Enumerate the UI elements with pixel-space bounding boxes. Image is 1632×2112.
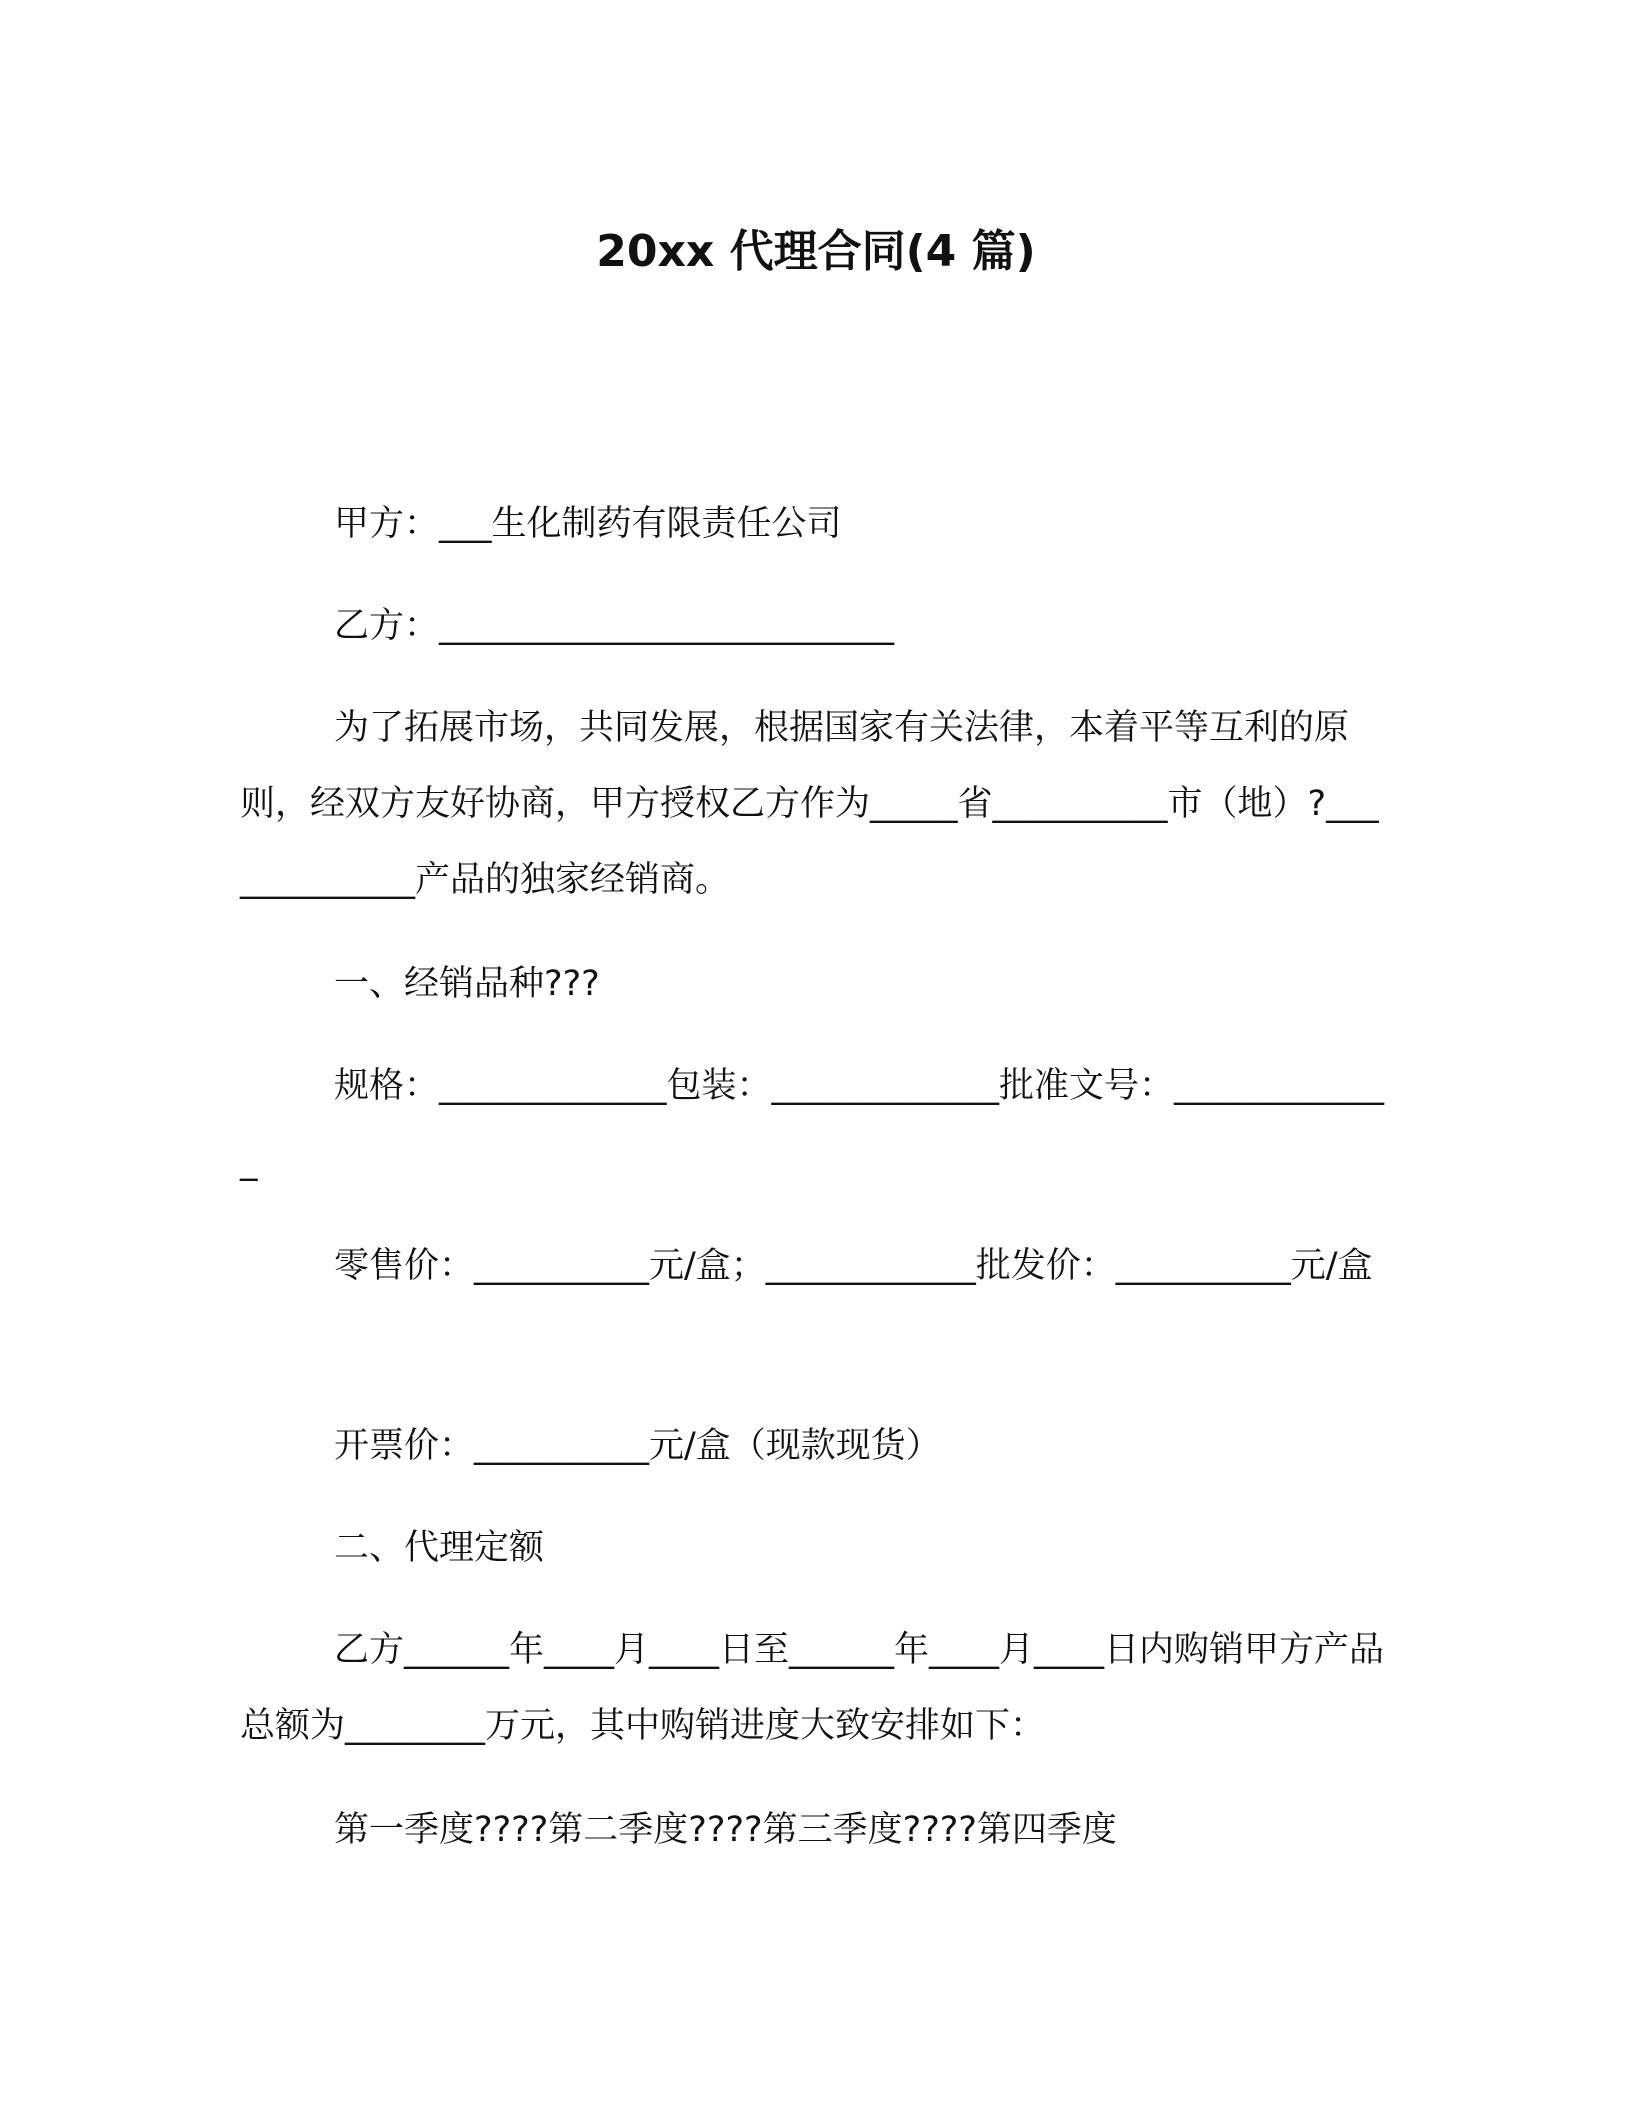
section-heading-product-type: 一、经销品种??? — [334, 964, 600, 1004]
document-title: 20xx 代理合同(4 篇) — [596, 226, 1036, 277]
party-a-line: 甲方：___生化制药有限责任公司 — [334, 504, 842, 544]
invoice-price-line: 开票价：__________元/盒（现款现货） — [334, 1426, 941, 1466]
preamble-paragraph: 为了拓展市场，共同发展，根据国家有关法律，本着平等互利的原则，经双方友好协商，甲方授权乙方作为_____省__________市（地）?_____________产品的独家经销商。 — [240, 708, 1379, 900]
quarterly-schedule-line: 第一季度????第二季度????第三季度????第四季度 — [334, 1810, 1117, 1850]
party-b-line: 乙方：__________________________ — [334, 606, 895, 646]
quota-period-paragraph: 乙方______年____月____日至______年____月____日内购销甲方产品总额为________万元，其中购销进度大致安排如下： — [240, 1630, 1385, 1746]
section-heading-agency-quota: 二、代理定额 — [334, 1528, 545, 1568]
spec-packaging-approval-line: 规格：_____________包装：_____________批准文号：_____________ — [240, 1066, 1385, 1182]
retail-wholesale-price-line: 零售价：__________元/盒；____________批发价：__________元/盒 — [334, 1246, 1373, 1286]
